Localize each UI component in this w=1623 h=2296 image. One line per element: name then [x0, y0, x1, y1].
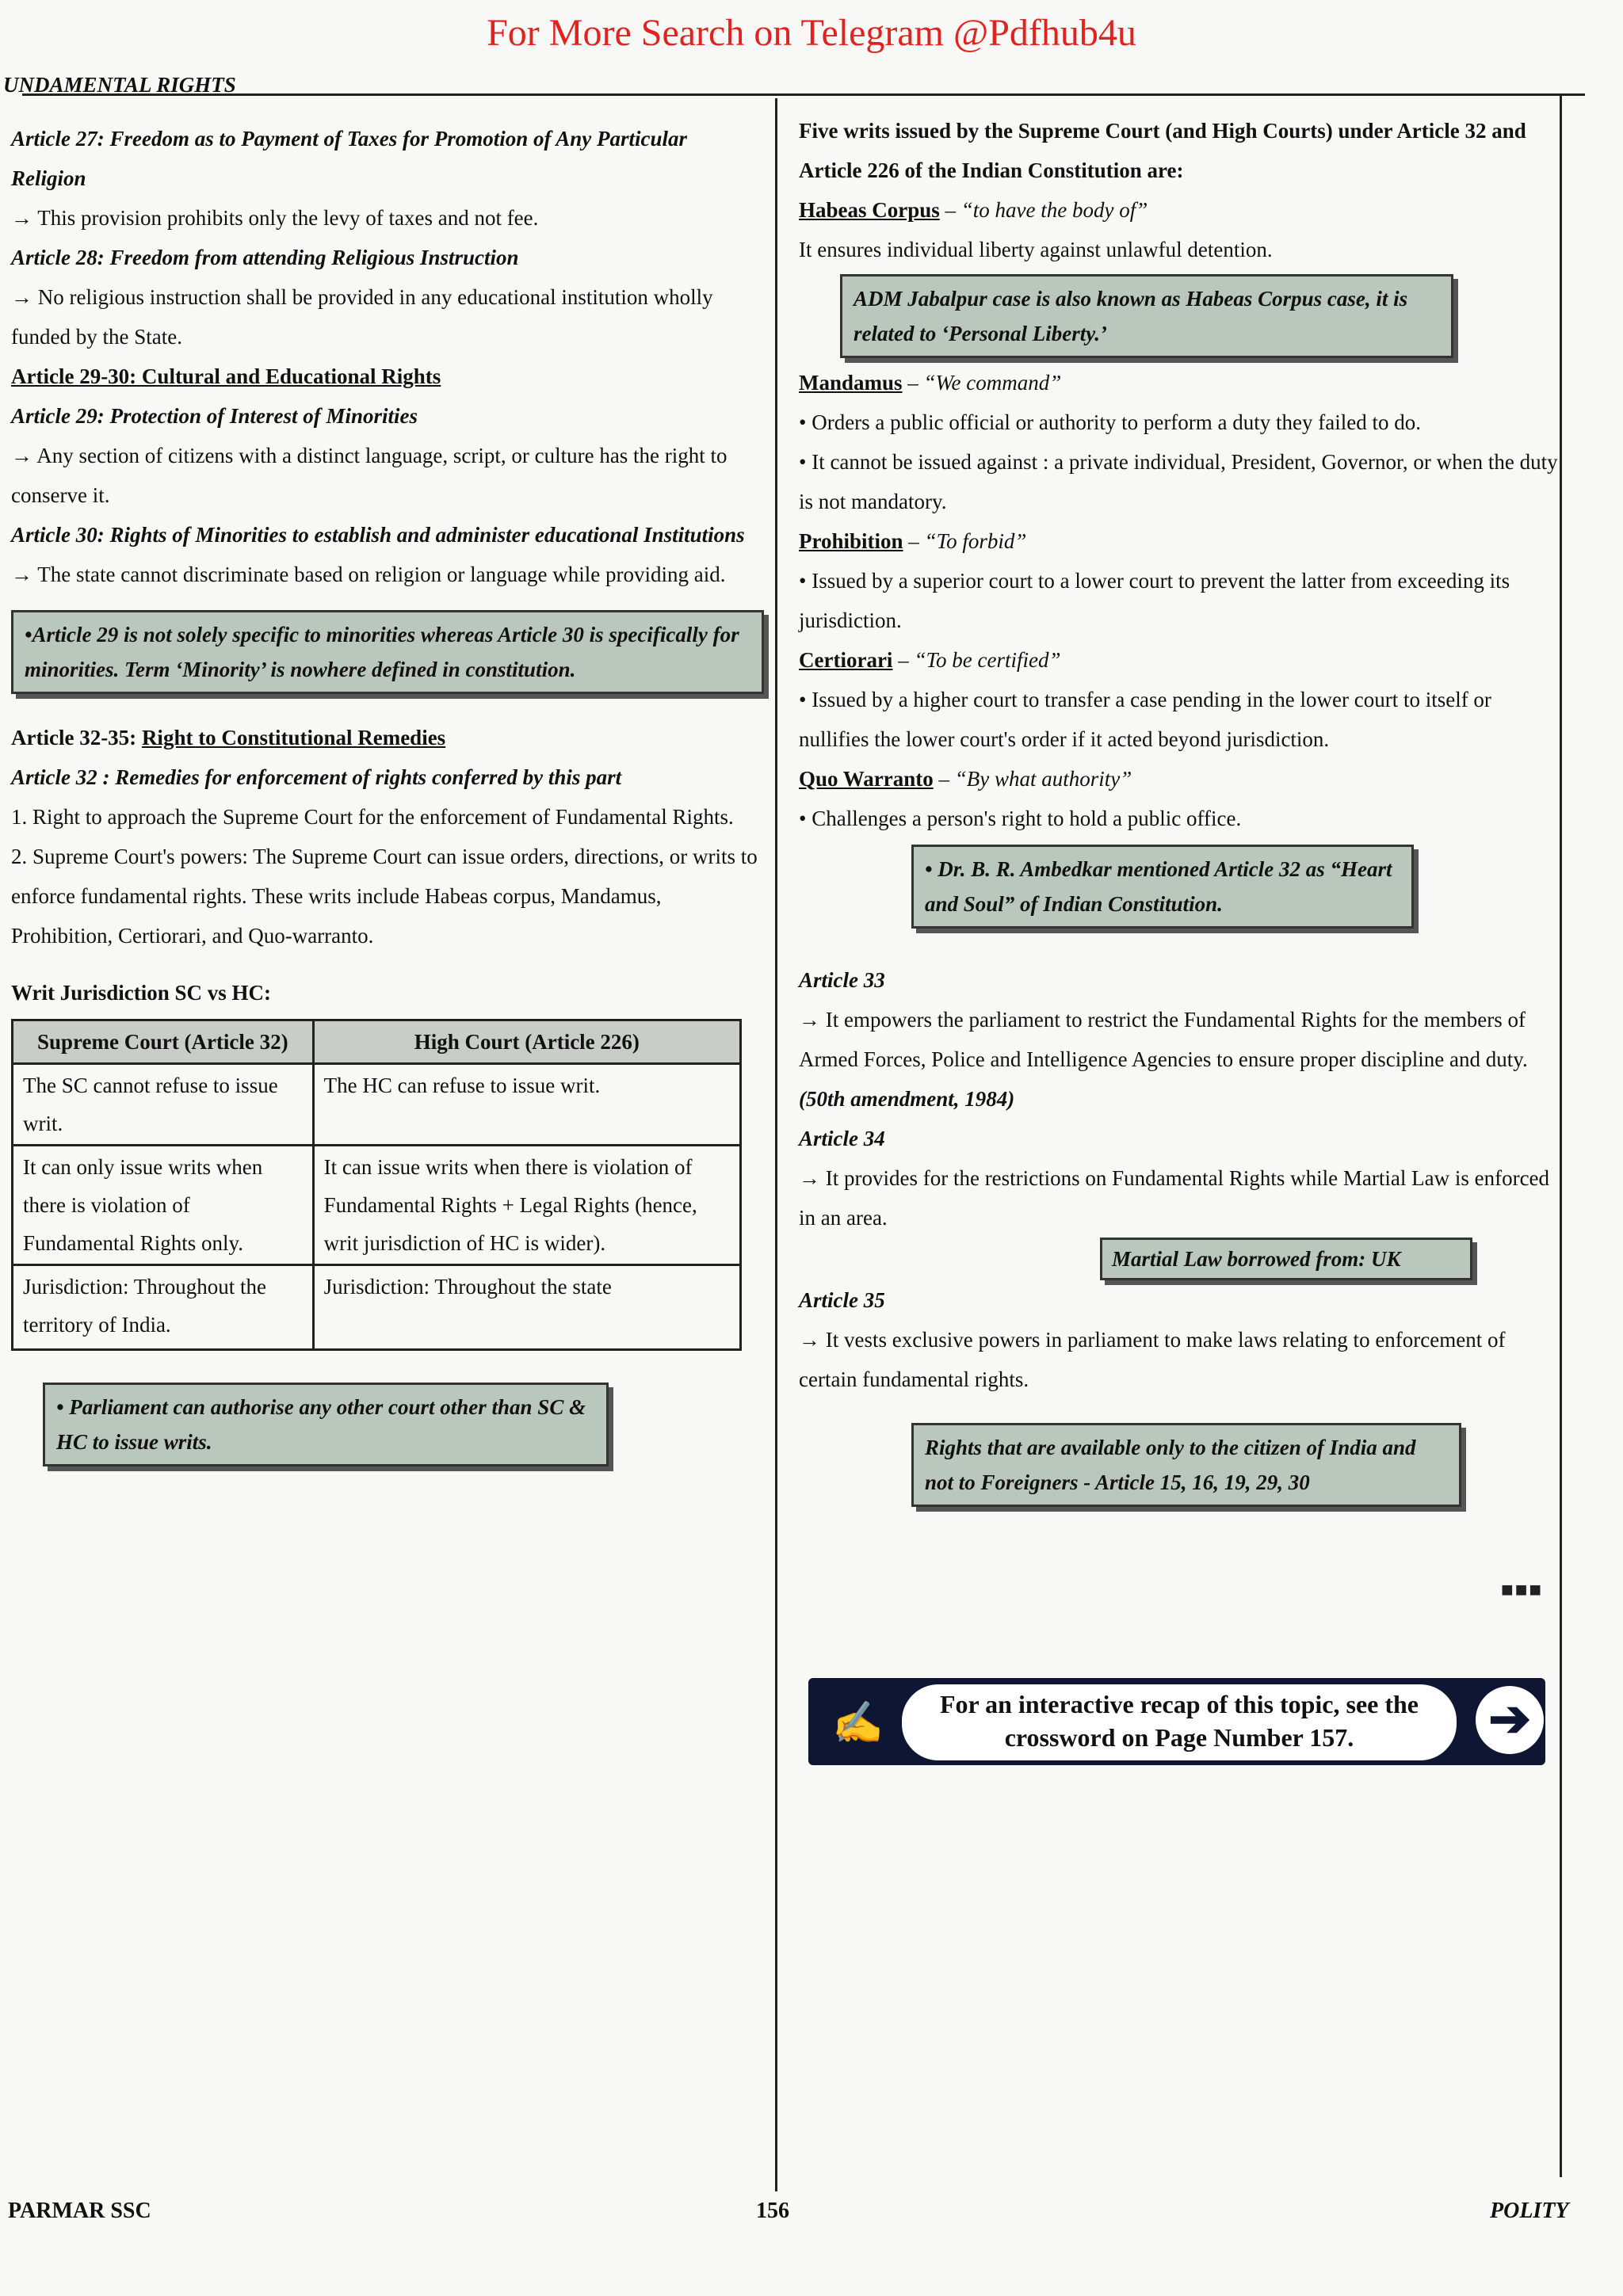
- quo-warranto-line: [799, 759, 1560, 799]
- table-cell: Jurisdiction: Throughout the state: [313, 1265, 740, 1350]
- telegram-banner: For More Search on Telegram @Pdfhub4u: [487, 12, 1136, 54]
- article-30-text: → The state cannot discriminate based on religion or language while providing aid.: [11, 563, 726, 586]
- table-header-sc: Supreme Court (Article 32): [13, 1020, 314, 1064]
- table-header-hc: High Court (Article 226): [313, 1020, 740, 1064]
- right-column: [799, 111, 1560, 1507]
- table-header-row: [13, 1020, 741, 1064]
- article-33-title: Article 33: [799, 968, 885, 992]
- article-27-title: Article 27: Freedom as to Payment of Taxes for Promotion of Any Particular Religion: [11, 127, 687, 190]
- certiorari-bullet-1: • Issued by a higher court to transfer a case pending in the lower court to itself or nullifies the lower court's order if it acted beyond jurisdiction.: [799, 688, 1491, 751]
- habeas-corpus-name: Habeas Corpus: [799, 198, 940, 222]
- mandamus-meaning: – “We command”: [902, 371, 1062, 395]
- certiorari-meaning: – “To be certified”: [892, 648, 1061, 672]
- table-row: [13, 1064, 741, 1146]
- mandamus-line: [799, 363, 1560, 402]
- table-cell: Jurisdiction: Throughout the territory of India.: [13, 1265, 314, 1350]
- footer-page-number: 156: [756, 2199, 789, 2223]
- article-35-text: → It vests exclusive powers in parliament to make laws relating to enforcement of certain fundamental rights.: [799, 1328, 1506, 1391]
- article-33-text: [799, 1000, 1560, 1119]
- martial-law-box: Martial Law borrowed from: UK: [1100, 1238, 1472, 1280]
- crossword-recap-banner[interactable]: [808, 1678, 1545, 1765]
- minority-note-box: •Article 29 is not solely specific to minorities whereas Article 30 is specifically for minorities. Term ‘Minority’ is nowhere defined in constitution.: [11, 610, 764, 694]
- mandamus-name: Mandamus: [799, 371, 903, 395]
- prohibition-name: Prohibition: [799, 529, 903, 553]
- right-frame-line: [1560, 93, 1562, 2177]
- arrow-right-icon[interactable]: ➔: [1476, 1686, 1544, 1754]
- table-row: [13, 1265, 741, 1350]
- article-34-title: Article 34: [799, 1127, 885, 1150]
- article-29-title: Article 29: Protection of Interest of Minorities: [11, 404, 418, 428]
- article-29-30-heading: Article 29-30: Cultural and Educational Rights: [11, 364, 441, 388]
- table-cell: It can issue writs when there is violation of Fundamental Rights + Legal Rights (hence, writ jurisdiction of HC is wider).: [313, 1146, 740, 1265]
- table-cell: The HC can refuse to issue writ.: [313, 1064, 740, 1146]
- table-cell: The SC cannot refuse to issue writ.: [13, 1064, 314, 1146]
- certiorari-name: Certiorari: [799, 648, 893, 672]
- article-34-text: → It provides for the restrictions on Fundamental Rights while Martial Law is enforced in an area.: [799, 1166, 1550, 1230]
- article-29-text: → Any section of citizens with a distinct language, script, or culture has the right to conserve it.: [11, 444, 727, 507]
- chapter-header: UNDAMENTAL RIGHTS: [3, 73, 236, 97]
- article-30-title: Article 30: Rights of Minorities to establish and administer educational Institutions: [11, 523, 745, 547]
- certiorari-line: [799, 640, 1560, 680]
- footer-publisher: PARMAR SSC: [8, 2199, 151, 2223]
- recap-text: For an interactive recap of this topic, see the crossword on Page Number 157.: [902, 1684, 1457, 1760]
- habeas-corpus-text: It ensures individual liberty against unlawful detention.: [799, 238, 1273, 261]
- article-32-title: Article 32 : Remedies for enforcement of rights conferred by this part: [11, 765, 622, 789]
- article-28-title: Article 28: Freedom from attending Religious Instruction: [11, 246, 519, 269]
- pencil-icon: ✍: [832, 1701, 884, 1746]
- prohibition-bullet-1: • Issued by a superior court to a lower court to prevent the latter from exceeding its jurisdiction.: [799, 569, 1510, 632]
- citizen-rights-box: Rights that are available only to the citizen of India and not to Foreigners - Article 15, 16, 19, 29, 30: [911, 1423, 1461, 1507]
- table-cell: It can only issue writs when there is violation of Fundamental Rights only.: [13, 1146, 314, 1265]
- mandamus-bullet-2: • It cannot be issued against : a private individual, President, Governor, or when the duty is not mandatory.: [799, 450, 1558, 513]
- adm-jabalpur-box: ADM Jabalpur case is also known as Habeas Corpus case, it is related to ‘Personal Liberty.’: [840, 274, 1453, 358]
- quo-warranto-meaning: – “By what authority”: [933, 767, 1132, 791]
- article-32-35-title: Right to Constitutional Remedies: [141, 726, 446, 749]
- quo-warranto-name: Quo Warranto: [799, 767, 934, 791]
- article-32-35-prefix: Article 32-35:: [11, 726, 142, 749]
- prohibition-line: [799, 521, 1560, 561]
- writ-jurisdiction-table: [11, 1019, 742, 1351]
- writs-intro: Five writs issued by the Supreme Court (and High Courts) under Article 32 and Article 226 of the Indian Constitution are:: [799, 119, 1526, 182]
- habeas-corpus-line: [799, 190, 1560, 230]
- article-27-text: → This provision prohibits only the levy of taxes and not fee.: [11, 206, 539, 230]
- table-row: [13, 1146, 741, 1265]
- article-32-item-2: 2. Supreme Court's powers: The Supreme Court can issue orders, directions, or writs to enforce fundamental rights. These writs include Habeas corpus, Mandamus, Prohibition, Certiorari, and Quo-warranto.: [11, 845, 758, 948]
- footer-subject: POLITY: [1490, 2199, 1569, 2223]
- quo-warranto-bullet-1: • Challenges a person's right to hold a public office.: [799, 807, 1242, 830]
- section-end-mark: ■■■: [1501, 1578, 1544, 1601]
- mandamus-bullet-1: • Orders a public official or authority to perform a duty they failed to do.: [799, 410, 1421, 434]
- parliament-note-box: • Parliament can authorise any other court other than SC & HC to issue writs.: [43, 1383, 609, 1466]
- ambedkar-box: • Dr. B. R. Ambedkar mentioned Article 32 as “Heart and Soul” of Indian Constitution.: [911, 845, 1414, 929]
- prohibition-meaning: – “To forbid”: [903, 529, 1027, 553]
- article-35-title: Article 35: [799, 1288, 885, 1312]
- column-divider: [775, 98, 777, 2191]
- habeas-corpus-meaning: – “to have the body of”: [939, 198, 1148, 222]
- article-32-item-1: 1. Right to approach the Supreme Court for the enforcement of Fundamental Rights.: [11, 805, 734, 829]
- article-32-35-heading: [11, 718, 764, 757]
- writ-jurisdiction-heading: Writ Jurisdiction SC vs HC:: [11, 981, 272, 1005]
- article-33-amendment: (50th amendment, 1984): [799, 1087, 1015, 1111]
- article-28-text: → No religious instruction shall be provided in any educational institution wholly funded by the State.: [11, 285, 713, 349]
- left-column: [11, 119, 764, 1466]
- article-33-body: → It empowers the parliament to restrict the Fundamental Rights for the members of Armed Forces, Police and Intelligence Agencies to ensure proper discipline and duty.: [799, 1008, 1528, 1071]
